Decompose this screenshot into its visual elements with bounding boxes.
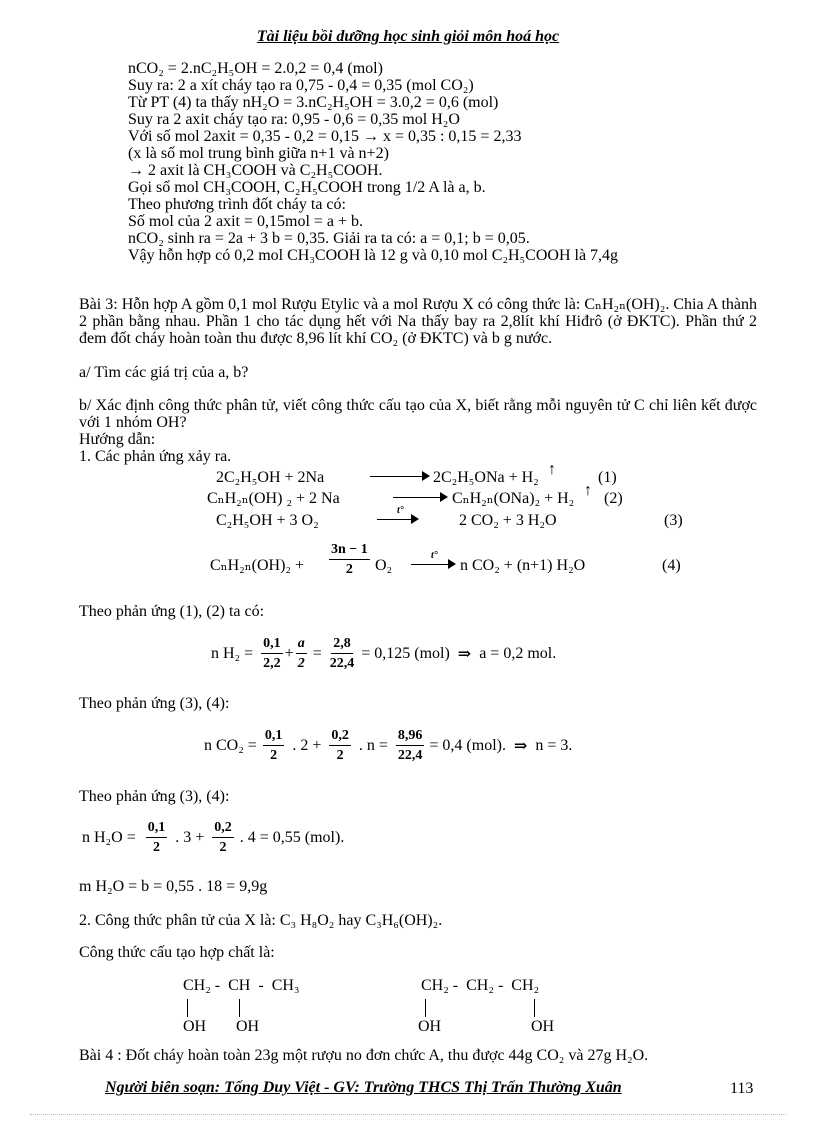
hydroxyl-group: OH bbox=[236, 1018, 260, 1035]
reaction-2-left: CₙH₂ₙ(OH) ₂ + 2 Na bbox=[207, 490, 340, 507]
solution-line: → 2 axit là CH₃COOH và C₂H₅COOH. bbox=[128, 162, 383, 179]
reaction-3-left: C₂H₅OH + 3 O₂ bbox=[216, 512, 319, 529]
solution-line: nCO₂ sinh ra = 2a + 3 b = 0,35. Giải ra ta có: a = 0,1; b = 0,05. bbox=[128, 230, 530, 247]
guide-heading: Hướng dẫn: bbox=[79, 431, 156, 448]
equation-h2: n H₂ = $\frac{0,1}{2,2}$ + $\frac{a}{2}$ = $\frac{2,8}{22,4}$ = 0,125 (mol) ⇒ a = 0,2 mol. bbox=[211, 636, 557, 671]
hydroxyl-group: OH bbox=[531, 1018, 555, 1035]
bond-line bbox=[187, 999, 188, 1017]
page-footer: Người biên soạn: Tống Duy Việt - GV: Trường THCS Thị Trấn Thường Xuân bbox=[105, 1079, 622, 1096]
solution-line: nCO₂ = 2.nC₂H₅OH = 2.0,2 = 0,4 (mol) bbox=[128, 60, 383, 77]
structure-1-chain: CH₂ - CH - CH₃ bbox=[183, 977, 300, 994]
water-mass-result: m H₂O = b = 0,55 . 18 = 9,9g bbox=[79, 878, 268, 895]
equation-co2: n CO₂ = $\frac{0,1}{2}$ . 2 + $\frac{0,2}{2}$ . n = $\frac{8,96}{22,4}$ = 0,4 (mol). ⇒ n = 3. bbox=[204, 728, 573, 763]
solution-line: Suy ra: 2 a xít cháy tạo ra 0,75 - 0,4 = 0,35 (mol CO₂) bbox=[128, 77, 474, 94]
gas-up-arrow-icon: ↑ bbox=[548, 461, 556, 478]
question-a: a/ Tìm các giá trị của a, b? bbox=[79, 364, 249, 381]
gas-up-arrow-icon: ↑ bbox=[584, 482, 592, 499]
heat-arrow: t° bbox=[377, 512, 419, 526]
page-number: 113 bbox=[730, 1080, 754, 1097]
solution-line: Gọi số mol CH₃COOH, C₂H₅COOH trong 1/2 A là a, b. bbox=[128, 179, 486, 196]
bond-line bbox=[534, 999, 535, 1017]
heat-arrow: t° bbox=[411, 557, 456, 571]
solution-line: Theo phương trình đốt cháy ta có: bbox=[128, 196, 346, 213]
hydroxyl-group: OH bbox=[183, 1018, 207, 1035]
reaction-1-right: 2C₂H₅ONa + H₂ bbox=[433, 469, 539, 486]
bond-line bbox=[425, 999, 426, 1017]
problem-3-text: Bài 3: Hỗn hợp A gồm 0,1 mol Rượu Etylic và a mol Rượu X có công thức là: CₙH₂ₙ(OH)₂. Chia A thành 2 phần bằng nhau. Phần 1 cho tác dụng hết với Na thấy bay ra 2,8lít khí Hiđrô (ở ĐKTC). Phần thứ 2 đem đốt cháy hoàn toàn thu được 8,96 lít khí CO₂ (ở ĐKTC) và b g nước. bbox=[79, 296, 757, 347]
step-2: 2. Công thức phân tử của X là: C₃ H₈O₂ hay C₃H₆(OH)₂. bbox=[79, 912, 443, 929]
structure-heading: Công thức cấu tạo hợp chất là: bbox=[79, 944, 275, 961]
reaction-1-left: 2C₂H₅OH + 2Na bbox=[216, 469, 325, 486]
hydroxyl-group: OH bbox=[418, 1018, 442, 1035]
reaction-4-left: CₙH₂ₙ(OH)₂ + bbox=[210, 557, 305, 574]
reaction-1-2-intro: Theo phản ứng (1), (2) ta có: bbox=[79, 603, 265, 620]
solution-line: Số mol của 2 axit = 0,15mol = a + b. bbox=[128, 213, 364, 230]
reaction-2-right: CₙH₂ₙ(ONa)₂ + H₂ bbox=[452, 490, 575, 507]
reaction-3-4-intro: Theo phản ứng (3), (4): bbox=[79, 788, 230, 805]
reaction-4-number: (4) bbox=[662, 557, 681, 574]
reaction-3-4-intro: Theo phản ứng (3), (4): bbox=[79, 695, 230, 712]
reaction-4-right: n CO₂ + (n+1) H₂O bbox=[460, 557, 586, 574]
bottom-divider bbox=[30, 1114, 786, 1115]
reaction-3-number: (3) bbox=[664, 512, 683, 529]
page-header: Tài liệu bồi dưỡng học sinh giỏi môn hoá học bbox=[256, 28, 560, 45]
solution-line: Suy ra 2 axit cháy tạo ra: 0,95 - 0,6 = 0,35 mol H₂O bbox=[128, 111, 460, 128]
reaction-arrow bbox=[370, 469, 430, 483]
problem-4-text: Bài 4 : Đốt cháy hoàn toàn 23g một rượu no đơn chức A, thu được 44g CO₂ và 27g H₂O. bbox=[79, 1047, 649, 1064]
reaction-1-number: (1) bbox=[598, 469, 617, 486]
coefficient-fraction: $\frac{3n - 1}{2}$ bbox=[331, 542, 368, 577]
structure-2-chain: CH₂ - CH₂ - CH₂ bbox=[421, 977, 540, 994]
solution-line: (x là số mol trung bình giữa n+1 và n+2) bbox=[128, 145, 389, 162]
step-1: 1. Các phản ứng xảy ra. bbox=[79, 448, 232, 465]
reaction-arrow bbox=[393, 490, 448, 504]
reaction-4-o2: O₂ bbox=[375, 557, 393, 574]
solution-line: Từ PT (4) ta thấy nH₂O = 3.nC₂H₅OH = 3.0,2 = 0,6 (mol) bbox=[128, 94, 499, 111]
reaction-2-number: (2) bbox=[604, 490, 623, 507]
equation-h2o: n H₂O = $\frac{0,1}{2}$ . 3 + $\frac{0,2}{2}$ . 4 = 0,55 (mol). bbox=[82, 820, 345, 855]
question-b: b/ Xác định công thức phân tử, viết công thức cấu tạo của X, biết rằng mỗi nguyên tử C chỉ liên kết được với 1 nhóm OH? bbox=[79, 397, 757, 431]
bond-line bbox=[239, 999, 240, 1017]
reaction-3-right: 2 CO₂ + 3 H₂O bbox=[459, 512, 557, 529]
solution-line: Với số mol 2axit = 0,35 - 0,2 = 0,15 → x = 0,35 : 0,15 = 2,33 bbox=[128, 128, 522, 145]
solution-line: Vậy hỗn hợp có 0,2 mol CH₃COOH là 12 g và 0,10 mol C₂H₅COOH là 7,4g bbox=[128, 247, 619, 264]
